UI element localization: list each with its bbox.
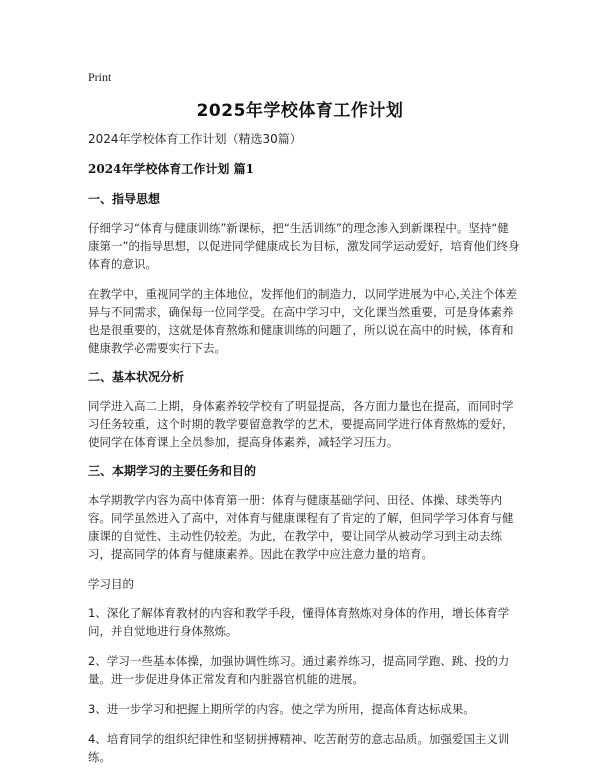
document-body (88, 131, 520, 778)
paragraph: 仔细学习“体育与健康训练”新课标，把“生活训练”的理念渗入到新课程中。坚持“健康第一”的指导思想，以促进同学健康成长为目标，激发同学运动爱好，培育他们终身体育的意识。 (88, 221, 520, 271)
section-heading: 三、本期学习的主要任务和目的 (88, 464, 257, 478)
document-subtitle: 2024年学校体育工作计划（精选30篇） (88, 132, 302, 146)
page-title: 2025年学校体育工作计划 (196, 101, 404, 121)
paragraph: 在教学中，重视同学的主体地位，发挥他们的制造力，以同学进展为中心,关注个体差异与不同需求，确保每一位同学受。在高中学习中，文化课当然重要，可是身体素养也是很重要的，这就是体育熬炼和健康训练的问题了，所以说在高中的时候，体育和健康教学必需要实行下去。 (88, 287, 518, 355)
list-item: 3、进一步学习和把握上期所学的内容。使之学为所用，提高体育达标成果。 (88, 702, 475, 716)
learning-goals-label: 学习目的 (88, 577, 134, 591)
paragraph: 本学期教学内容为高中体育第一册：体育与健康基础学问、田径、体操、球类等内容。同学虽然进入了高中，对体育与健康课程有了肯定的了解，但同学学习体育与健康课的自觉性、主动性仍较差。为此，在教学中，要让同学从被动学习到主动去练习，提高同学的体育与健康素养。因此在教学中应注意力量的培育。 (88, 493, 514, 561)
list-item: 1、深化了解体育教材的内容和教学手段，懂得体育熬炼对身体的作用，增长体育学问，并自觉地进行身体熬炼。 (88, 606, 510, 638)
article-title: 2024年学校体育工作计划 篇1 (88, 162, 254, 176)
list-item: 2、学习一些基本体操，加强协调性练习。通过素养练习，提高同学跑、跳、投的力量。进一步促进身体正常发育和内脏器官机能的进展。 (88, 654, 510, 686)
section-heading: 二、基本状况分析 (88, 370, 185, 384)
section-main-tasks (88, 463, 520, 766)
list-item: 4、培育同学的组织纪律性和坚韧拼搏精神、吃苦耐劳的意志品质。加强爱国主义训练。 (88, 732, 510, 764)
section-situation-analysis (88, 369, 520, 451)
print-link[interactable]: Print (88, 70, 112, 84)
paragraph: 同学进入高二上期，身体素养较学校有了明显提高，各方面力量也在提高，而同时学习任务较重，这个时期的教学要留意教学的艺术，要提高同学进行体育熬炼的爱好，使同学在体育课上全员参加，提高身体素养，减轻学习压力。 (88, 399, 514, 449)
section-heading: 一、指导思想 (88, 192, 161, 206)
section-guiding-ideology (88, 191, 520, 357)
